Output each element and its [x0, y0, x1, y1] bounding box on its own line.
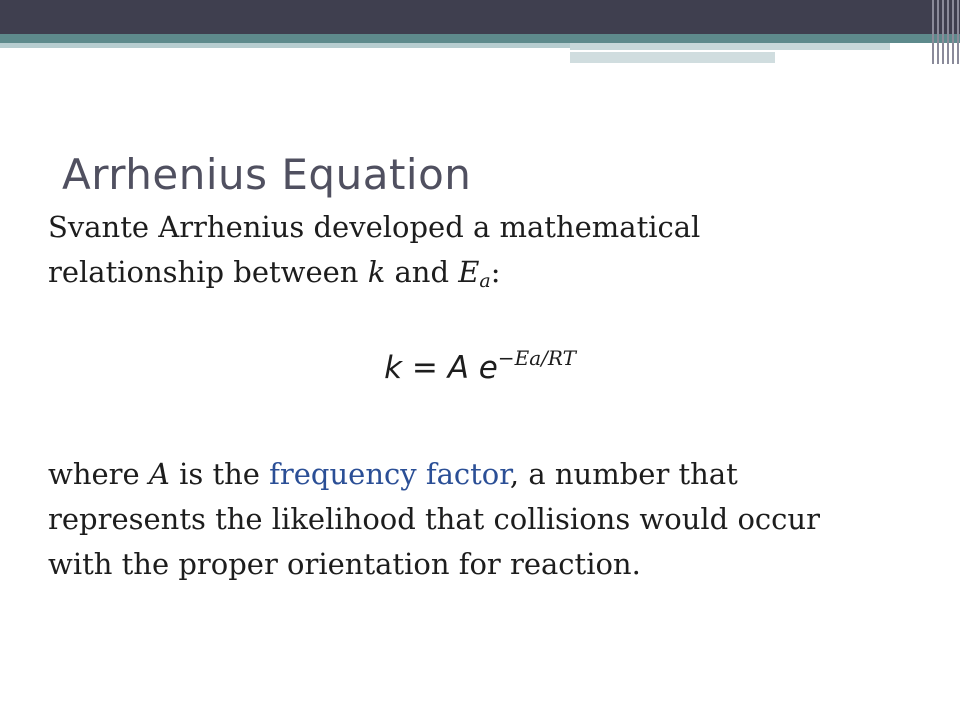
header-light-band	[0, 43, 570, 48]
variable-e: E	[458, 255, 480, 289]
subscript-a: a	[479, 270, 491, 292]
frequency-factor-term: frequency factor	[269, 457, 510, 491]
header-light-band-right	[570, 43, 890, 50]
variable-k: k	[367, 255, 386, 289]
explanation-line-2: represents the likelihood that collisions would occur	[48, 502, 820, 536]
equation-exponent: −Ea/RT	[497, 346, 576, 370]
intro-paragraph	[48, 205, 700, 299]
intro-line-2: relationship between k and Ea:	[48, 255, 501, 292]
corner-stripes-decoration	[930, 0, 960, 64]
explanation-paragraph	[48, 452, 820, 587]
intro-line-1: Svante Arrhenius developed a mathematical	[48, 210, 701, 244]
header-light-band-lower	[570, 52, 775, 63]
explanation-line-1: where A is the frequency factor, a number that	[48, 457, 738, 491]
variable-a: A	[148, 457, 170, 491]
slide-title: Arrhenius Equation	[62, 150, 472, 199]
arrhenius-equation: k = A $e^{-Ea/RT}$	[384, 346, 576, 386]
header-accent-band	[0, 34, 960, 43]
header-bar	[0, 0, 960, 34]
explanation-line-3: with the proper orientation for reaction.	[48, 547, 641, 581]
